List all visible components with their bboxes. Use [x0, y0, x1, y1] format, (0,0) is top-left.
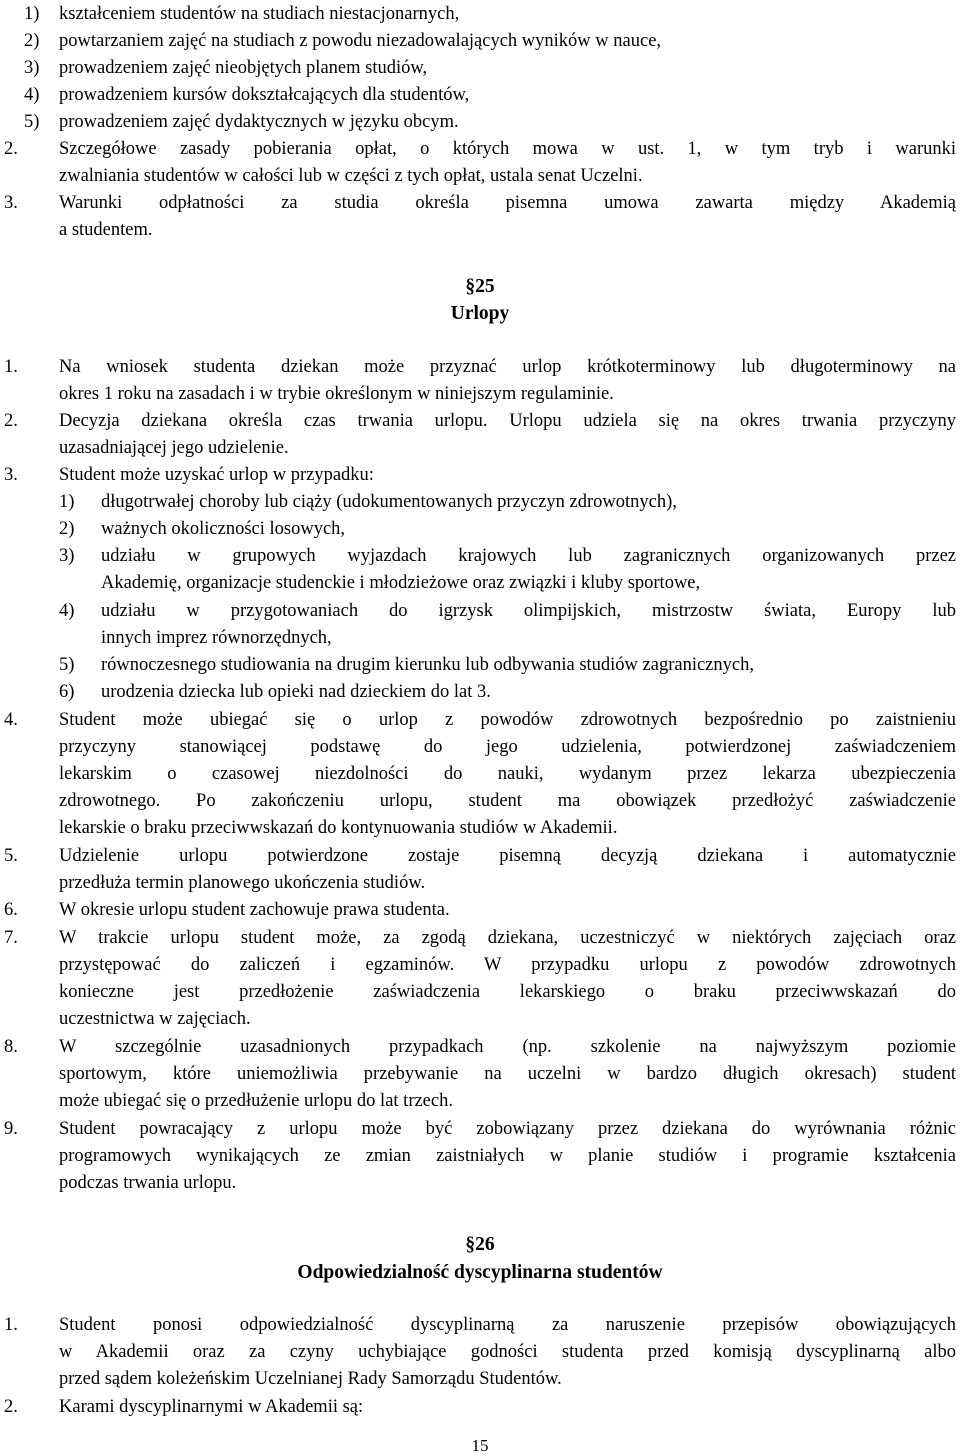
text-line: okres 1 roku na zasadach i w trybie określonym w niniejszym regulaminie.: [59, 384, 614, 404]
text-line: ważnych okoliczności losowych,: [101, 519, 346, 539]
text-line: Karami dyscyplinarnymi w Akademii są:: [59, 1397, 364, 1417]
item-number: 7.: [4, 928, 18, 948]
item-number: 6): [59, 682, 75, 702]
item-number: 3): [24, 58, 40, 78]
item-number: 1.: [4, 357, 18, 377]
text-line: przedłuża termin planowego ukończenia studiów.: [59, 873, 426, 893]
item-number: 3.: [4, 465, 18, 485]
item-number: 1): [59, 492, 75, 512]
text-line: sportowym, które uniemożliwia przebywanie na uczelni w bardzo długich okresach) student: [59, 1064, 956, 1084]
text-line: przystępować do zaliczeń i egzaminów. W przypadku urlopu z powodów zdrowotnych: [59, 955, 956, 975]
item-number: 2.: [4, 411, 18, 431]
text-line: w Akademii oraz za czyny uchybiające godności studenta przed komisją dyscyplinarną albo: [59, 1342, 956, 1362]
text-line: W trakcie urlopu student może, za zgodą dziekana, uczestniczyć w niektórych zajęciach oraz: [59, 928, 956, 948]
item-number: 5): [24, 112, 40, 132]
text-line: długotrwałej choroby lub ciąży (udokumentowanych przyczyn zdrowotnych),: [101, 492, 677, 512]
section-symbol: §: [465, 276, 476, 297]
text-line: Student ponosi odpowiedzialność dyscyplinarną za naruszenie przepisów obowiązujących: [59, 1315, 956, 1335]
item-number: 2.: [4, 139, 18, 159]
item-number: 5): [59, 655, 75, 675]
text-line: lekarskie o braku przeciwwskazań do kontynuowania studiów w Akademii.: [59, 818, 618, 838]
item-number: 8.: [4, 1037, 18, 1057]
section-26-title: Odpowiedzialność dyscyplinarna studentów: [297, 1262, 663, 1283]
item-number: 5.: [4, 846, 18, 866]
item-number: 4): [24, 85, 40, 105]
text-line: Warunki odpłatności za studia określa pisemna umowa zawarta między Akademią: [59, 193, 956, 213]
item-number: 1): [24, 4, 40, 24]
text-line: może ubiegać się o przedłużenie urlopu do lat trzech.: [59, 1091, 453, 1111]
section-number: 25: [475, 276, 495, 297]
text-line: urodzenia dziecka lub opieki nad dzieckiem do lat 3.: [101, 682, 491, 702]
text-line: zdrowotnego. Po zakończeniu urlopu, student ma obowiązek przedłożyć zaświadczenie: [59, 791, 956, 811]
text-line: lekarskim o czasowej niezdolności do nauki, wydanym przez lekarza ubezpieczenia: [59, 764, 956, 784]
text-line: a studentem.: [59, 220, 153, 240]
item-number: 2): [24, 31, 40, 51]
section-number: 26: [475, 1234, 495, 1255]
text-line: Szczegółowe zasady pobierania opłat, o których mowa w ust. 1, w tym tryb i warunki: [59, 139, 956, 159]
text-line: Student może uzyskać urlop w przypadku:: [59, 465, 374, 485]
text-line: programowych wynikających ze zmian zaistniałych w planie studiów i programie kształcenia: [59, 1146, 956, 1166]
text-line: udziału w grupowych wyjazdach krajowych lub zagranicznych organizowanych przez: [101, 546, 956, 566]
item-number: 3): [59, 546, 75, 566]
section-25-heading: [0, 275, 960, 299]
item-number: 3.: [4, 193, 18, 213]
text-line: uzasadniającej jego udzielenie.: [59, 438, 289, 458]
item-number: 4): [59, 601, 75, 621]
text-line: Student może ubiegać się o urlop z powodów zdrowotnych bezpośrednio po zaistnieniu: [59, 710, 956, 730]
page-number: 15: [471, 1436, 489, 1455]
text-line: przed sądem koleżeńskim Uczelnianej Rady Samorządu Studentów.: [59, 1369, 562, 1389]
text-line: uczestnictwa w zajęciach.: [59, 1009, 251, 1029]
text-line: prowadzeniem zajęć nieobjętych planem studiów,: [59, 58, 428, 78]
text-line: Student powracający z urlopu może być zobowiązany przez dziekana do wyrównania różnic: [59, 1119, 956, 1139]
text-line: konieczne jest przedłożenie zaświadczenia lekarskiego o braku przeciwwskazań do: [59, 982, 956, 1002]
item-number: 2): [59, 519, 75, 539]
text-line: Akademię, organizacje studenckie i młodzieżowe oraz związki i kluby sportowe,: [101, 573, 701, 593]
text-line: podczas trwania urlopu.: [59, 1173, 237, 1193]
item-number: 9.: [4, 1119, 18, 1139]
text-line: prowadzeniem zajęć dydaktycznych w języku obcym.: [59, 112, 459, 132]
text-line: zwalniania studentów w całości lub w części z tych opłat, ustala senat Uczelni.: [59, 166, 643, 186]
text-line: udziału w przygotowaniach do igrzysk olimpijskich, mistrzostw świata, Europy lub: [101, 601, 956, 621]
text-line: Na wniosek studenta dziekan może przyznać urlop krótkoterminowy lub długoterminowy na: [59, 357, 956, 377]
text-line: W szczególnie uzasadnionych przypadkach (np. szkolenie na najwyższym poziomie: [59, 1037, 956, 1057]
text-line: przyczyny stanowiącej podstawę do jego udzielenia, potwierdzonej zaświadczeniem: [59, 737, 956, 757]
item-number: 4.: [4, 710, 18, 730]
text-line: Udzielenie urlopu potwierdzone zostaje pisemną decyzją dziekana i automatycznie: [59, 846, 956, 866]
text-line: kształceniem studentów na studiach niestacjonarnych,: [59, 4, 460, 24]
text-line: innych imprez równorzędnych,: [101, 628, 332, 648]
section-26-heading: [0, 1233, 960, 1257]
item-number: 2.: [4, 1397, 18, 1417]
section-symbol: §: [465, 1234, 476, 1255]
text-line: Decyzja dziekana określa czas trwania urlopu. Urlopu udziela się na okres trwania przyczyny: [59, 411, 956, 431]
section-25-title: Urlopy: [450, 303, 510, 324]
item-number: 6.: [4, 900, 18, 920]
text-line: powtarzaniem zajęć na studiach z powodu niezadowalających wyników w nauce,: [59, 31, 662, 51]
text-line: W okresie urlopu student zachowuje prawa studenta.: [59, 900, 450, 920]
item-number: 1.: [4, 1315, 18, 1335]
text-line: równoczesnego studiowania na drugim kierunku lub odbywania studiów zagranicznych,: [101, 655, 754, 675]
text-line: prowadzeniem kursów dokształcających dla studentów,: [59, 85, 470, 105]
